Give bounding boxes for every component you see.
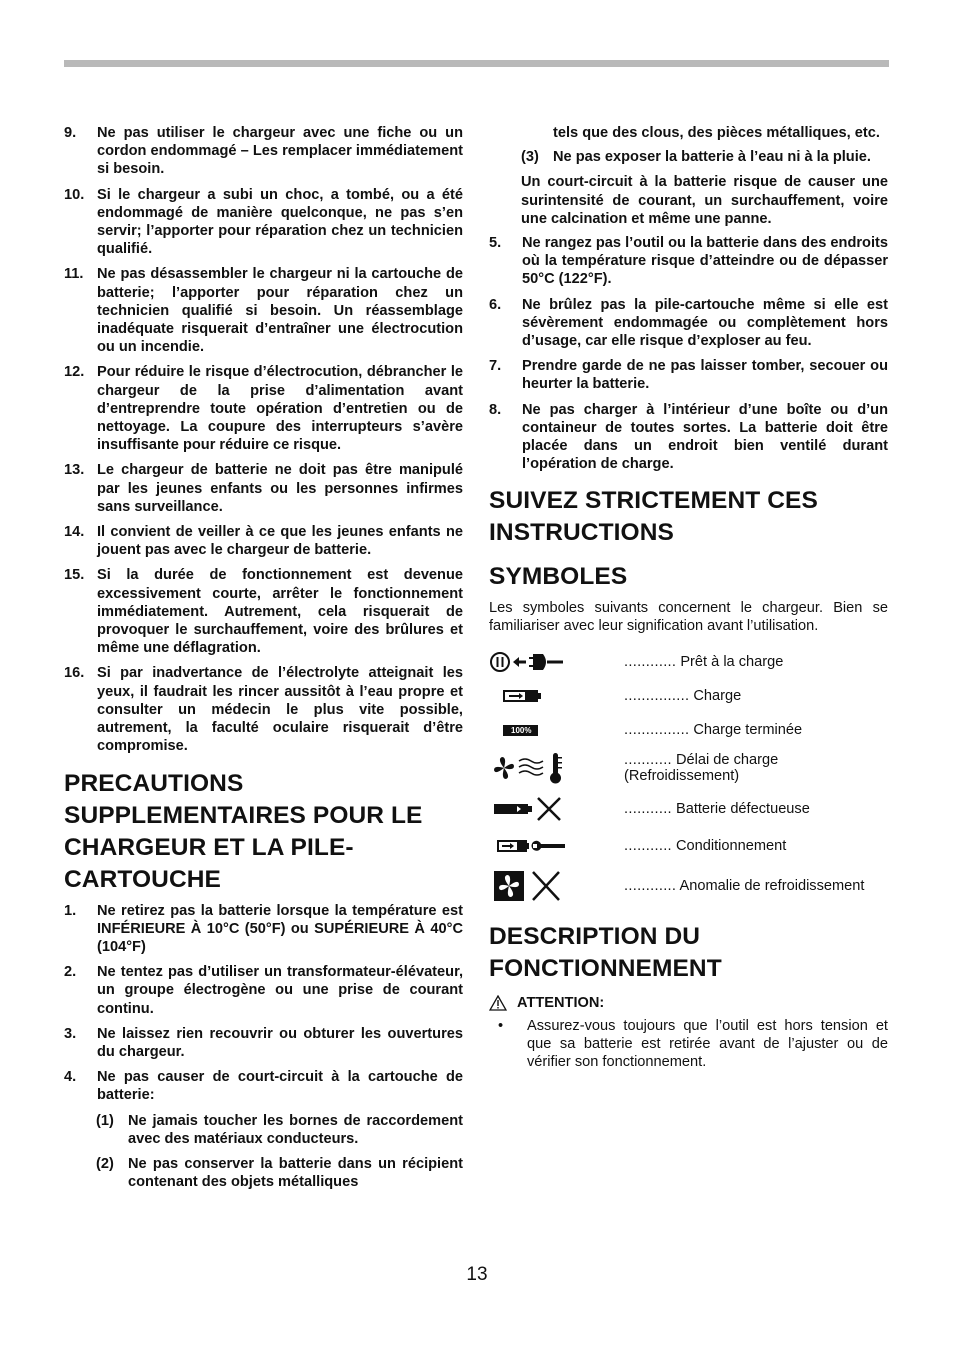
attention-bullet: • Assurez-vous toujours que l’outil est hors tension et que sa batterie est retirée avant de l’ajuster ou de vérifier son fonctionnement. [498,1018,888,1071]
page-number: 13 [466,1264,488,1285]
follow-instructions-heading: SUIVEZ STRICTEMENT CES INSTRUCTIONS [489,487,818,547]
sub-item: (2) Ne pas conserver la batterie dans un récipient contenant des objets métalliques [96,1155,463,1191]
description-heading: DESCRIPTION DU FONCTIONNEMENT [489,923,722,983]
list-item: 14. Il convient de veiller à ce que les jeunes enfants ne jouent pas avec le chargeur de batterie. [64,524,463,559]
list-item: 16. Si par inadvertance de l’électrolyte atteignait les yeux, il faudrait les rincer aussitôt à l’eau propre et consulter un médecin le plus vite possible, autrement, la faculté oculaire risquerait d’être compromise. [64,665,463,755]
faulty-battery-icon [493,795,563,823]
symbol-row: ........... Conditionnement [489,829,888,863]
symbol-row: ........... Délai de charge (Refroidissement) [489,747,888,789]
full-charge-icon: 100% [503,725,538,736]
cooling-delay-icon [493,751,565,785]
sub-item-continuation: tels que des clous, des pièces métalliques, etc. [553,125,880,141]
list-item: 7. Prendre garde de ne pas laisser tomber, secouer ou heurter la batterie. [489,358,888,393]
cooling-fault-icon [493,868,563,904]
warning-icon [489,995,507,1011]
list-item: 3. Ne laissez rien recouvrir ou obturer les ouvertures du chargeur. [64,1025,463,1060]
left-column [64,124,463,1198]
sub-item: (3) Ne pas exposer la batterie à l’eau ni à la pluie. [521,149,871,166]
conditioning-icon [497,838,567,854]
symbol-row: ........... Batterie défectueuse [489,789,888,829]
list-item: 8. Ne pas charger à l’intérieur d’une boîte ou d’un containeur de toutes sortes. La batterie doit être placée dans un endroit bien ventilé durant l’opération de charge. [489,401,888,473]
list-item: 9. Ne pas utiliser le chargeur avec une fiche ou un cordon endommagé – Les remplacer immédiatement si besoin. [64,125,463,178]
list-item: 2. Ne tentez pas d’utiliser un transformateur-élévateur, un groupe électrogène ou une prise de courant continu. [64,964,463,1017]
list-item: 5. Ne rangez pas l’outil ou la batterie dans des endroits où la température risque d’atteindre ou de dépasser 50°C (122°F). [489,235,888,288]
symbols-heading: SYMBOLES [489,563,628,591]
list-item: 12. Pour réduire le risque d’électrocution, débrancher le chargeur de la prise d’alimentation avant d’entreprendre toute opération d’entretien ou de nettoyage. La coupure des interrupteurs s’avère insuffisante pour réduire ce risque. [64,364,463,454]
list-item: 4. Ne pas causer de court-circuit à la cartouche de batterie: [64,1069,463,1104]
list-item: 10. Si le chargeur a subi un choc, a tombé, ou a été endommagé de manière quelconque, ne pas s’en servir; l’apporter pour réparation chez un technicien qualifié. [64,186,463,258]
list-item: 6. Ne brûlez pas la pile-cartouche même si elle est sévèrement endommagée ou complètement hors d’usage, car elle risque d’exploser au feu. [489,296,888,350]
charging-icon [503,688,543,704]
attention-label: ATTENTION: [489,995,888,1011]
right-column [489,124,888,1071]
short-circuit-note: Un court-circuit à la batterie risque de causer une surintensité de courant, un surchauffement, voire une calcination et même une panne. [521,174,888,227]
sub-item: (1) Ne jamais toucher les bornes de raccordement avec des matériaux conducteurs. [96,1112,463,1147]
symbol-row: 100% ............... Charge terminée [489,713,888,747]
symbol-row: ............ Anomalie de refroidissement [489,863,888,909]
list-item: 13. Le chargeur de batterie ne doit pas être manipulé par les jeunes enfants ou les personnes infirmes sans surveillance. [64,462,463,515]
list-item: 11. Ne pas désassembler le chargeur ni la cartouche de batterie; l’apporter pour réparation chez un technicien qualifié si besoin. Un réassemblage inadéquate risquerait d’entraîner une électrocution ou un incendie. [64,266,463,356]
symbols-intro: Les symboles suivants concernent le chargeur. Bien se familiariser avec leur signification avant l’utilisation. [489,600,888,635]
top-rule [64,60,889,67]
list-item: 1. Ne retirez pas la batterie lorsque la température est INFÉRIEURE À 10°C (50°F) ou SUPÉRIEURE À 40°C (104°F) [64,902,463,955]
symbol-row: ............ Prêt à la charge [489,645,888,679]
list-item: 15. Si la durée de fonctionnement est devenue excessivement courte, arrêter le fonctionnement immédiatement. Autrement, cela risquerait de provoquer le surchauffement, voire des brûlures et même une déflagration. [64,567,463,657]
symbols-list [489,645,888,909]
precautions-heading: PRECAUTIONS SUPPLEMENTAIRES POUR LE CHARGEUR ET LA PILE-CARTOUCHE [64,769,423,893]
ready-icon [489,651,565,673]
symbol-row: ............... Charge [489,679,888,713]
